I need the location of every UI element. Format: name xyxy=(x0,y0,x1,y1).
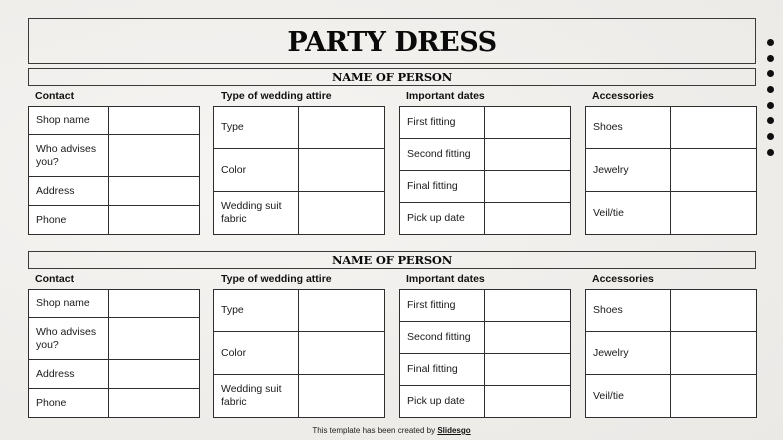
table-row xyxy=(29,360,200,389)
row-label: Phone xyxy=(29,389,109,418)
contact-heading: Contact xyxy=(35,273,75,285)
table-row xyxy=(586,290,757,332)
row-label: Jewelry xyxy=(586,149,671,192)
dates-table xyxy=(399,289,571,418)
dot-icon xyxy=(767,149,774,156)
row-label: Color xyxy=(214,332,299,375)
shop-name-field[interactable] xyxy=(109,107,200,135)
table-row xyxy=(214,149,385,192)
dates-heading: Important dates xyxy=(406,273,485,285)
row-label: Final fitting xyxy=(400,171,485,203)
table-row xyxy=(29,177,200,206)
attire-table xyxy=(213,289,385,418)
dot-icon xyxy=(767,86,774,93)
jewelry-field[interactable] xyxy=(671,332,757,375)
table-row xyxy=(29,318,200,360)
table-row xyxy=(29,290,200,318)
row-label: First fitting xyxy=(400,107,485,139)
attire-heading: Type of wedding attire xyxy=(221,90,332,102)
table-row xyxy=(400,107,571,139)
phone-field[interactable] xyxy=(109,206,200,235)
dot-icon xyxy=(767,70,774,77)
row-label: Shoes xyxy=(586,290,671,332)
footer-credit xyxy=(0,426,783,435)
accessories-heading: Accessories xyxy=(592,273,654,285)
person-name-label: NAME OF PERSON xyxy=(331,70,453,84)
table-row xyxy=(400,171,571,203)
row-label: Final fitting xyxy=(400,354,485,386)
row-label: Shop name xyxy=(29,290,109,318)
accessories-table xyxy=(585,106,757,235)
page-title: PARTY DRESS xyxy=(287,26,497,58)
row-label: Second fitting xyxy=(400,322,485,354)
address-field[interactable] xyxy=(109,360,200,389)
row-label: Veil/tie xyxy=(586,192,671,235)
address-field[interactable] xyxy=(109,177,200,206)
veil-tie-field[interactable] xyxy=(671,375,757,418)
person-name-label: NAME OF PERSON xyxy=(331,253,453,267)
advisor-field[interactable] xyxy=(109,135,200,177)
dot-icon xyxy=(767,117,774,124)
dot-icon xyxy=(767,39,774,46)
row-label: Type xyxy=(214,290,299,332)
row-label: Type xyxy=(214,107,299,149)
jewelry-field[interactable] xyxy=(671,149,757,192)
contact-table xyxy=(28,289,200,418)
accessories-table xyxy=(585,289,757,418)
dot-icon xyxy=(767,133,774,140)
row-label: Wedding suit fabric xyxy=(214,375,299,418)
row-label: Who advises you? xyxy=(29,135,109,177)
row-label: Color xyxy=(214,149,299,192)
table-row xyxy=(400,139,571,171)
row-label: Shoes xyxy=(586,107,671,149)
shoes-field[interactable] xyxy=(671,107,757,149)
row-label: Jewelry xyxy=(586,332,671,375)
phone-field[interactable] xyxy=(109,389,200,418)
row-label: Pick up date xyxy=(400,386,485,418)
table-row xyxy=(586,192,757,235)
table-row xyxy=(400,354,571,386)
table-row xyxy=(586,375,757,418)
person-name-bar[interactable] xyxy=(28,68,756,86)
table-row xyxy=(586,149,757,192)
table-row xyxy=(214,192,385,235)
fabric-field[interactable] xyxy=(299,192,385,235)
first-fitting-field[interactable] xyxy=(485,107,571,139)
footer-text: This template has been created by xyxy=(312,426,436,435)
decorative-dots xyxy=(767,39,775,165)
row-label: Second fitting xyxy=(400,139,485,171)
contact-heading: Contact xyxy=(35,90,75,102)
table-row xyxy=(400,203,571,235)
contact-table xyxy=(28,106,200,235)
pickup-date-field[interactable] xyxy=(485,203,571,235)
row-label: Who advises you? xyxy=(29,318,109,360)
type-field[interactable] xyxy=(299,290,385,332)
row-label: First fitting xyxy=(400,290,485,322)
dates-heading: Important dates xyxy=(406,90,485,102)
table-row xyxy=(29,389,200,418)
final-fitting-field[interactable] xyxy=(485,354,571,386)
table-row xyxy=(400,290,571,322)
table-row xyxy=(400,322,571,354)
row-label: Shop name xyxy=(29,107,109,135)
table-row xyxy=(29,107,200,135)
fabric-field[interactable] xyxy=(299,375,385,418)
advisor-field[interactable] xyxy=(109,318,200,360)
title-box xyxy=(28,18,756,64)
first-fitting-field[interactable] xyxy=(485,290,571,322)
attire-table xyxy=(213,106,385,235)
table-row xyxy=(214,107,385,149)
type-field[interactable] xyxy=(299,107,385,149)
slidesgo-link[interactable]: Slidesgo xyxy=(437,426,471,435)
second-fitting-field[interactable] xyxy=(485,322,571,354)
row-label: Address xyxy=(29,360,109,389)
table-row xyxy=(400,386,571,418)
attire-heading: Type of wedding attire xyxy=(221,273,332,285)
color-field[interactable] xyxy=(299,332,385,375)
person-name-bar[interactable] xyxy=(28,251,756,269)
row-label: Wedding suit fabric xyxy=(214,192,299,235)
table-row xyxy=(214,290,385,332)
final-fitting-field[interactable] xyxy=(485,171,571,203)
row-label: Address xyxy=(29,177,109,206)
row-label: Pick up date xyxy=(400,203,485,235)
table-row xyxy=(586,107,757,149)
pickup-date-field[interactable] xyxy=(485,386,571,418)
table-row xyxy=(29,206,200,235)
table-row xyxy=(586,332,757,375)
table-row xyxy=(214,332,385,375)
row-label: Veil/tie xyxy=(586,375,671,418)
row-label: Phone xyxy=(29,206,109,235)
dot-icon xyxy=(767,102,774,109)
accessories-heading: Accessories xyxy=(592,90,654,102)
table-row xyxy=(29,135,200,177)
second-fitting-field[interactable] xyxy=(485,139,571,171)
shoes-field[interactable] xyxy=(671,290,757,332)
shop-name-field[interactable] xyxy=(109,290,200,318)
dot-icon xyxy=(767,55,774,62)
table-row xyxy=(214,375,385,418)
dates-table xyxy=(399,106,571,235)
veil-tie-field[interactable] xyxy=(671,192,757,235)
color-field[interactable] xyxy=(299,149,385,192)
